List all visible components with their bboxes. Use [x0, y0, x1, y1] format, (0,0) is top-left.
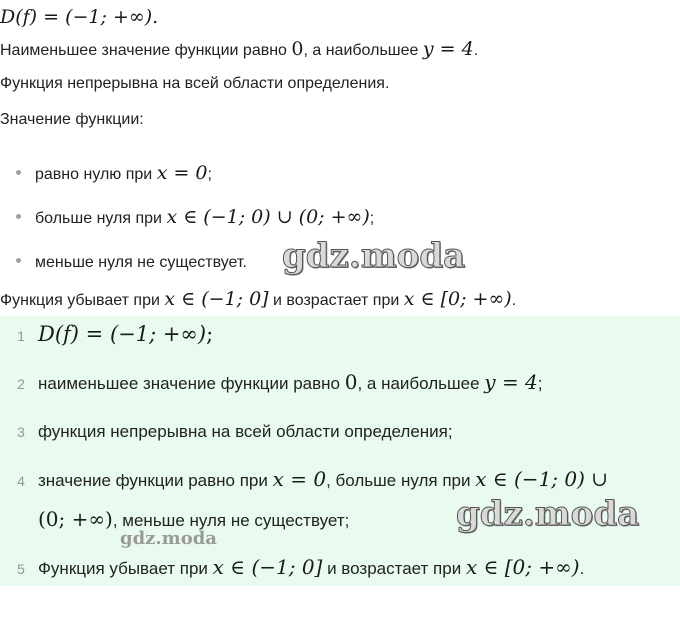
- watermark-large-2: gdz.moda: [456, 494, 640, 534]
- monotonic-line: Функция убывает при x ∈ (−1; 0] и возрастает при x ∈ [0; +∞).: [0, 288, 517, 310]
- continuity-line: Функция непрерывна на всей области определения.: [0, 75, 390, 92]
- minmax-line: Наименьшее значение функции равно 0, а наибольшее y = 4.: [0, 38, 479, 60]
- list-item-4: 4 значение функции равно при x = 0, больше нуля при x ∈ (−1; 0) ∪: [17, 467, 609, 491]
- list-item-1: 1 D(f) = (−1; +∞);: [17, 322, 214, 346]
- bullet-dot-icon: [16, 170, 21, 175]
- list-item-3: 3 функция непрерывна на всей области определения;: [17, 422, 453, 441]
- bullet-item-negative: меньше нуля не существует.: [16, 252, 247, 274]
- bullet-item-positive: больше нуля при x ∈ (−1; 0) ∪ (0; +∞);: [16, 206, 374, 230]
- domain-line: D(f) = (−1; +∞).: [0, 6, 159, 28]
- bullet-dot-icon: [16, 258, 21, 263]
- values-heading: Значение функции:: [0, 111, 144, 128]
- list-item-2: 2 наименьшее значение функции равно 0, а наибольшее y = 4;: [17, 370, 543, 394]
- answer-block: [0, 316, 680, 586]
- watermark-small: gdz.moda: [120, 528, 217, 549]
- watermark-large: gdz.moda: [282, 236, 466, 276]
- bullet-dot-icon: [16, 214, 21, 219]
- list-item-5: 5 Функция убывает при x ∈ (−1; 0] и возрастает при x ∈ [0; +∞).: [17, 555, 585, 579]
- list-item-4-continuation: (0; +∞), меньше нуля не существует;: [38, 507, 350, 531]
- bullet-item-zero: равно нулю при x = 0;: [16, 162, 212, 186]
